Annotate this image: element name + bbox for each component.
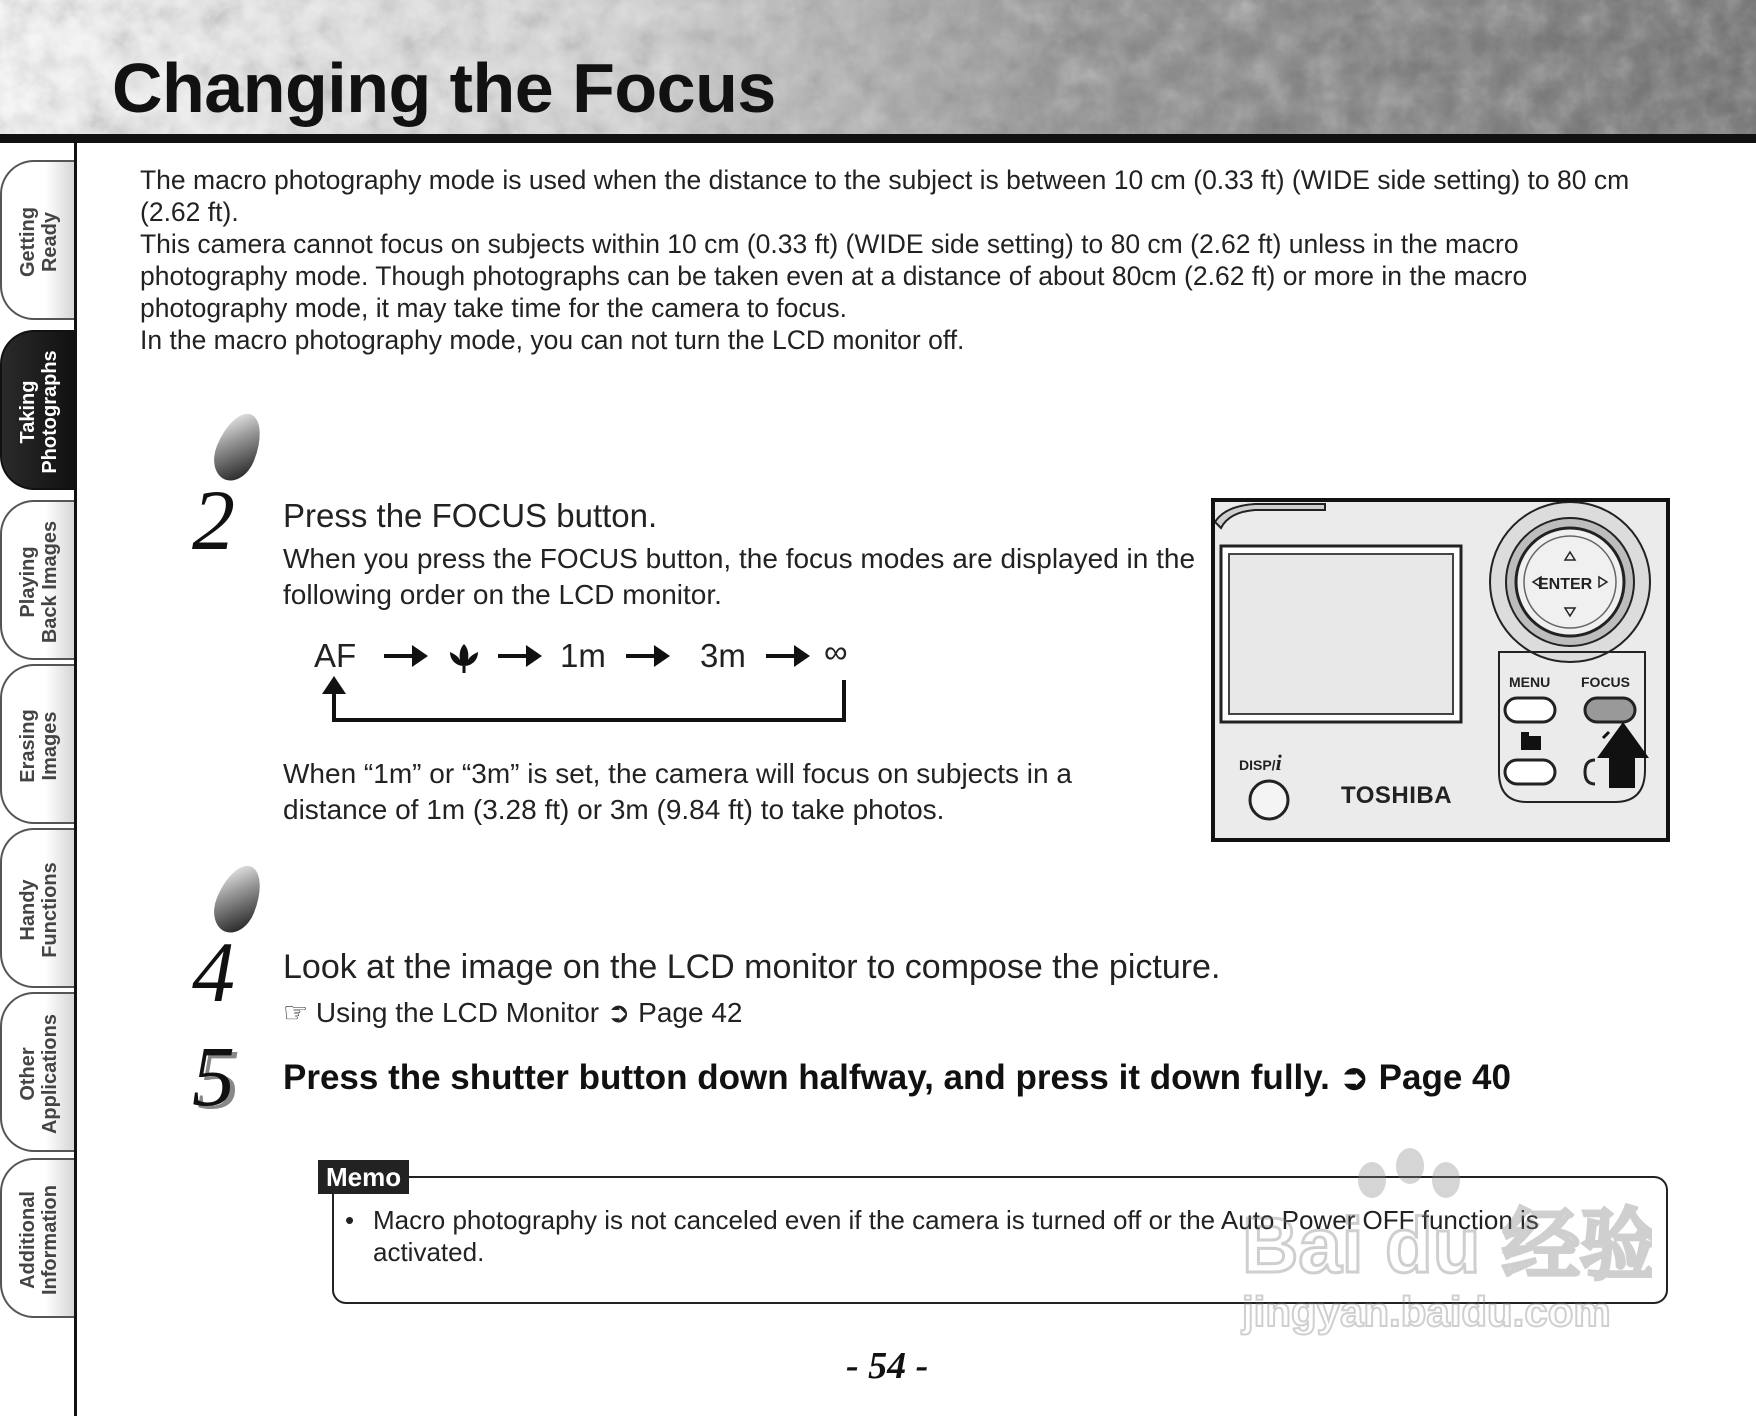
watermark-text: Bai du 经验 bbox=[1242, 1201, 1652, 1289]
tab-label: Additional Information bbox=[17, 1185, 61, 1295]
tab-additional-information[interactable] bbox=[0, 1158, 74, 1318]
tab-label: Handy Functions bbox=[17, 862, 61, 958]
menu-label: MENU bbox=[1509, 674, 1551, 690]
arrow-right-icon bbox=[624, 640, 672, 672]
watermark-url: jingyan.baidu.com bbox=[1242, 1288, 1611, 1335]
disp-label bbox=[1239, 750, 1282, 776]
loop-back-arrow bbox=[316, 676, 852, 726]
enter-label: ENTER bbox=[1538, 576, 1593, 593]
arrow-right-icon bbox=[382, 640, 430, 672]
tab-playing-back-images[interactable] bbox=[0, 500, 74, 660]
tab-getting-ready[interactable] bbox=[0, 160, 74, 320]
seq-1m: 1m bbox=[560, 637, 606, 674]
step2-note: When “1m” or “3m” is set, the camera will focus on subjects in a distance of 1m (3.28 ft) or 3m (9.84 ft) to take photos. bbox=[283, 758, 1072, 825]
camera-back-illustration bbox=[1211, 498, 1670, 842]
intro-text bbox=[140, 164, 1660, 356]
tab-erasing-images[interactable] bbox=[0, 664, 74, 824]
step4-reference bbox=[283, 996, 742, 1029]
macro-flower-icon bbox=[446, 640, 482, 674]
side-rule bbox=[74, 140, 77, 1416]
step-number-2: 2 bbox=[192, 472, 235, 568]
tab-other-applications[interactable] bbox=[0, 992, 74, 1152]
seq-infinity: ∞ bbox=[824, 633, 848, 670]
info-i: i bbox=[1275, 750, 1282, 775]
seq-3m: 3m bbox=[700, 637, 746, 674]
step2-description: When you press the FOCUS button, the focus modes are displayed in the following order on the LCD monitor. bbox=[283, 543, 1196, 610]
arrow-right-icon bbox=[764, 640, 812, 672]
tab-taking-photographs[interactable] bbox=[0, 330, 74, 490]
step5-page-link[interactable]: Page 40 bbox=[1378, 1058, 1511, 1097]
bullet: • bbox=[345, 1205, 355, 1235]
tab-label: Playing Back Images bbox=[17, 520, 61, 644]
intro-paragraph-1: The macro photography mode is used when the distance to the subject is between 10 cm (0.33 ft) (WIDE side setting) to 80 cm (2.62 ft). bbox=[140, 165, 1630, 227]
step5-title bbox=[283, 1058, 1511, 1098]
reference-page-link[interactable]: Page 42 bbox=[638, 997, 743, 1028]
step-number-5: 5 bbox=[192, 1028, 235, 1124]
disp-text: DISP/ bbox=[1239, 757, 1276, 773]
pointing-hand-icon: ☞ bbox=[283, 997, 309, 1028]
step4-title: Look at the image on the LCD monitor to compose the picture. bbox=[283, 948, 1221, 986]
tab-handy-functions[interactable] bbox=[0, 828, 74, 988]
brand-logo: TOSHIBA bbox=[1341, 782, 1453, 809]
focus-label: FOCUS bbox=[1581, 674, 1630, 690]
tab-label: Taking Photographs bbox=[17, 350, 61, 474]
intro-paragraph-3: In the macro photography mode, you can not turn the LCD monitor off. bbox=[140, 325, 965, 355]
page-arrow-icon: ➲ bbox=[606, 997, 631, 1028]
reference-text: Using the LCD Monitor bbox=[315, 997, 600, 1028]
page-arrow-icon: ➲ bbox=[1339, 1058, 1369, 1097]
memo-label: Memo bbox=[318, 1160, 409, 1194]
seq-af: AF bbox=[314, 637, 357, 674]
step2-title: Press the FOCUS button. bbox=[283, 497, 658, 534]
tab-label: Getting Ready bbox=[17, 207, 61, 277]
page-title: Changing the Focus bbox=[112, 49, 776, 127]
header-rule bbox=[0, 134, 1756, 143]
baidu-paw-logo bbox=[1232, 1140, 1652, 1340]
baidu-watermark bbox=[1232, 1140, 1652, 1340]
arrow-right-icon bbox=[496, 640, 544, 672]
intro-paragraph-2: This camera cannot focus on subjects within 10 cm (0.33 ft) (WIDE side setting) to 80 cm (2.62 ft) unless in the macro photography mode. Though photographs can be taken even at a distance of about 80cm (2.62 ft) or more in the macro photography mode, it may take time for the camera to focus. bbox=[140, 229, 1528, 323]
page-number: - 54 - bbox=[846, 1345, 929, 1387]
step-number-4: 4 bbox=[192, 924, 235, 1020]
memo-text: Macro photography is not canceled even if the camera is turned off or the Auto Power OFF function is activated. bbox=[373, 1205, 1539, 1267]
step5-text: Press the shutter button down halfway, and press it down fully. bbox=[283, 1058, 1330, 1097]
tab-label: Erasing Images bbox=[17, 709, 61, 783]
tab-label: Other Applications bbox=[17, 1014, 61, 1135]
